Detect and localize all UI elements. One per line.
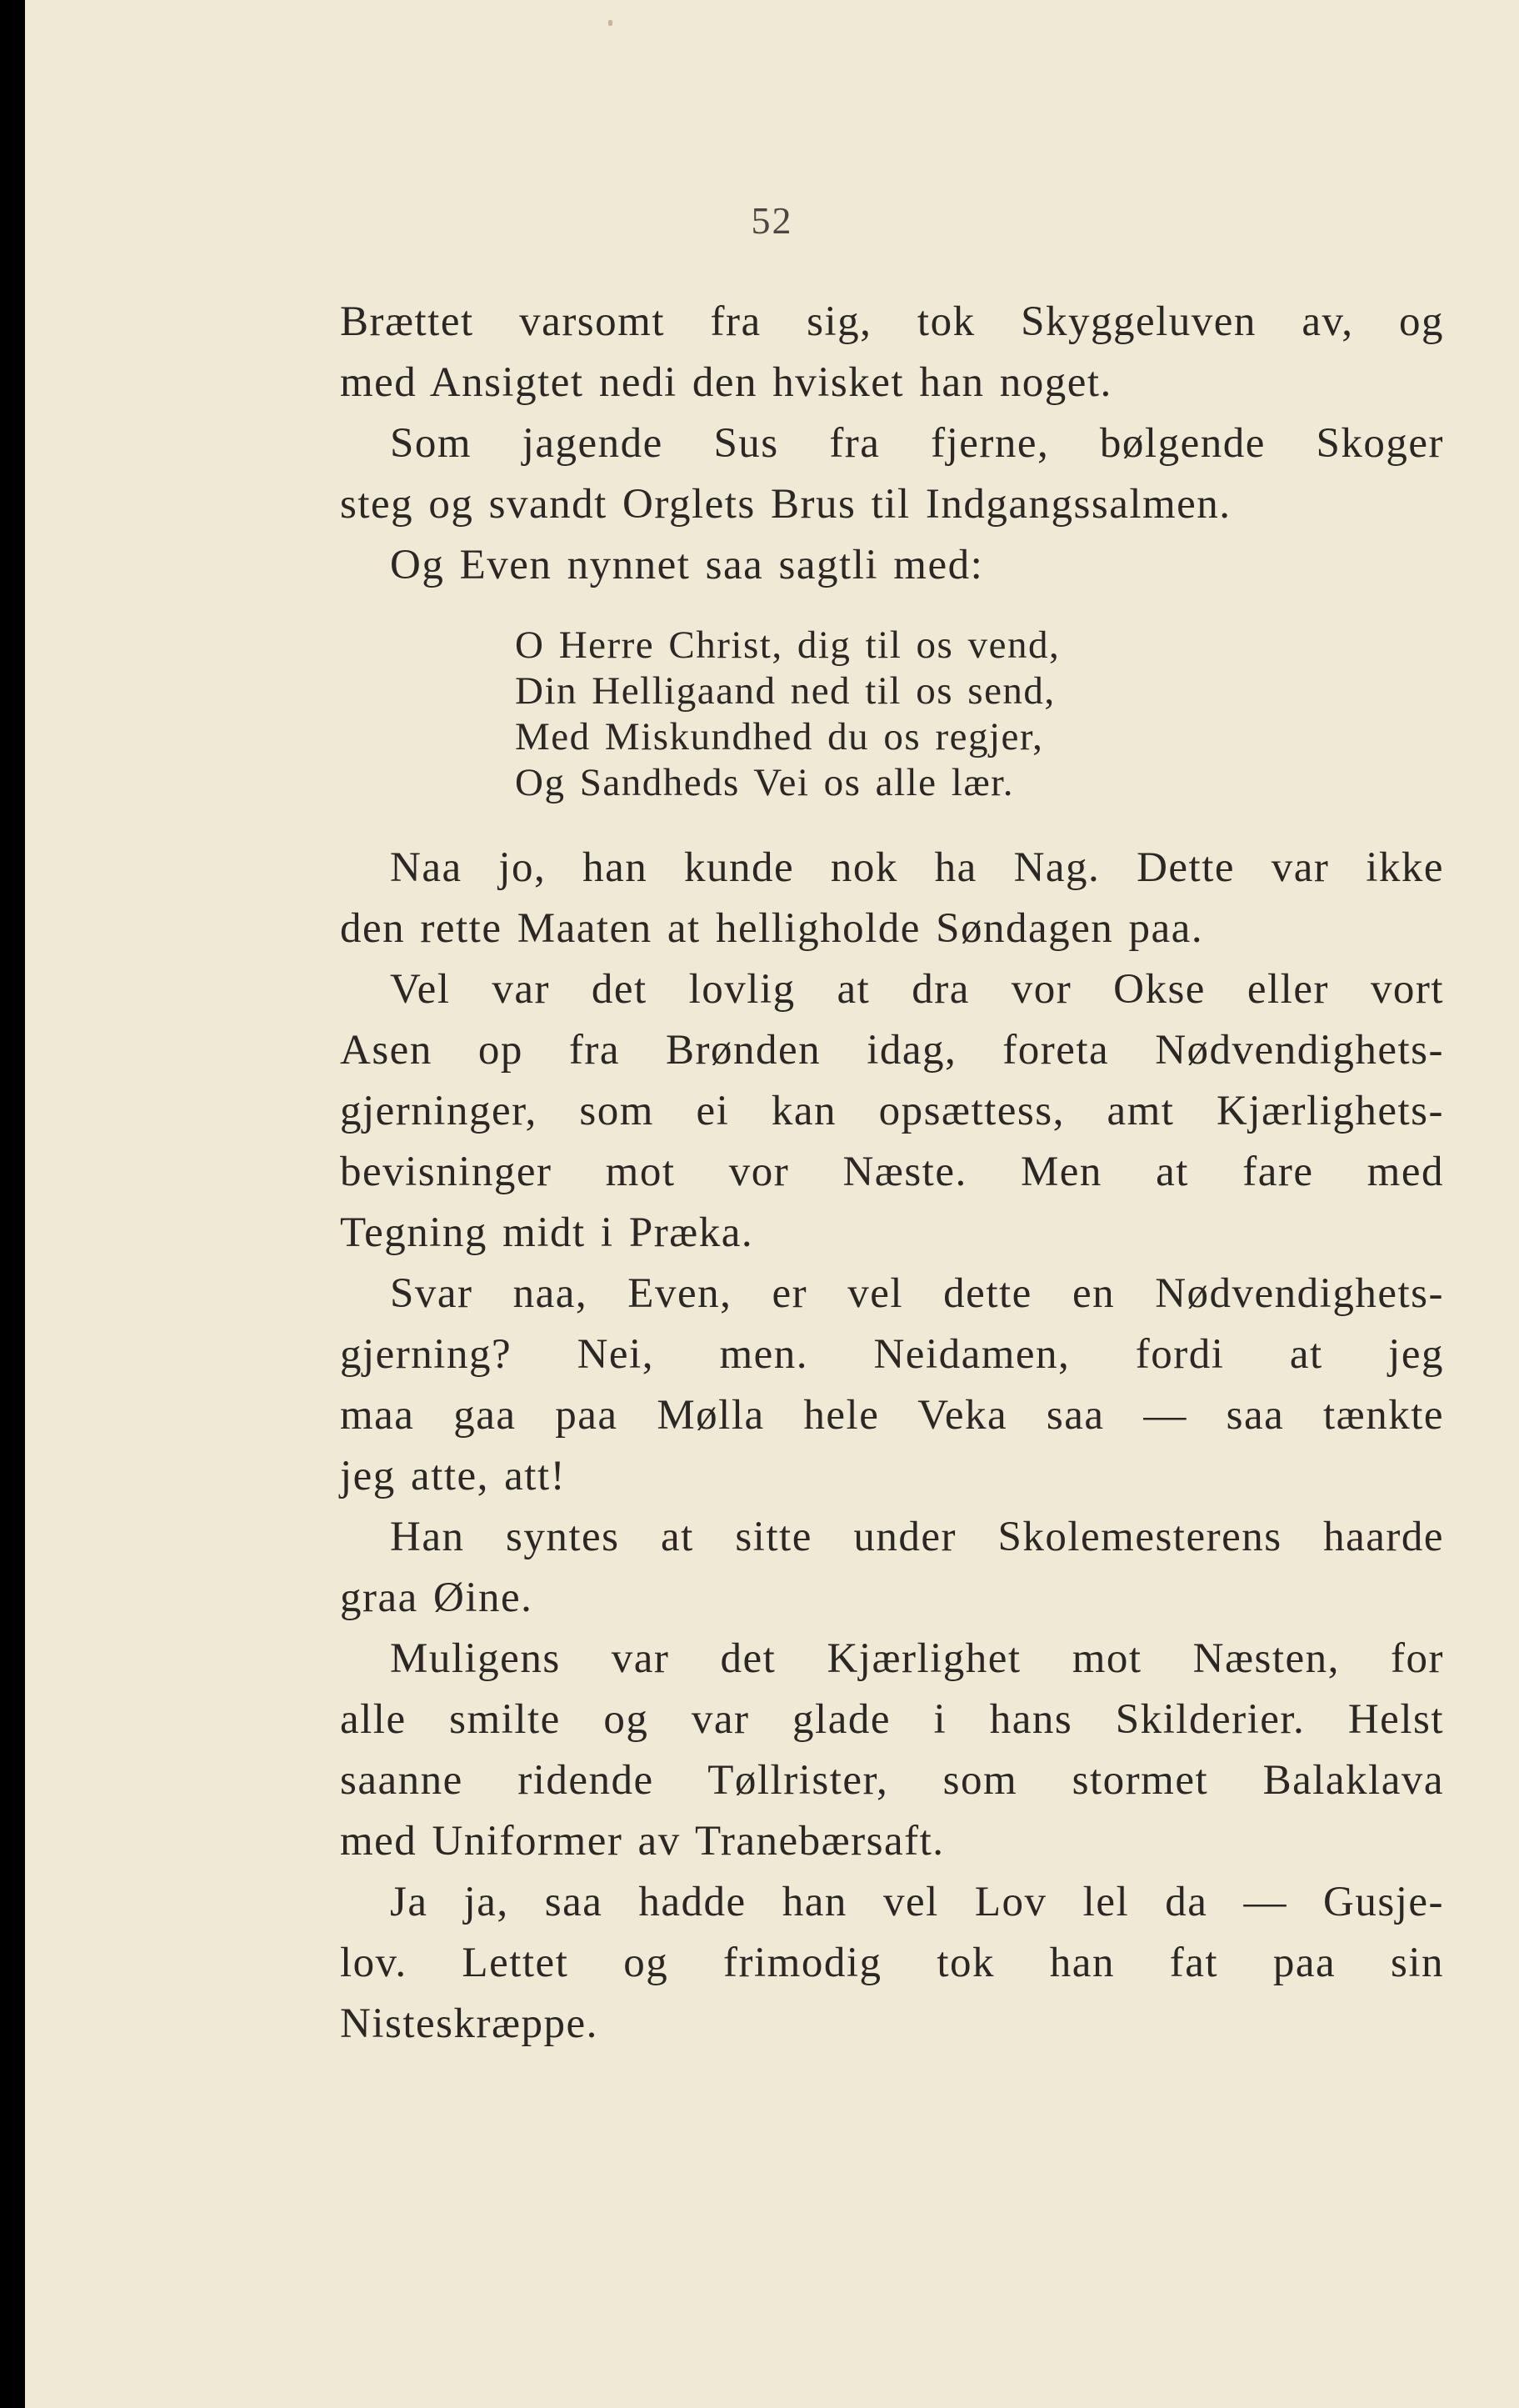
verse-line: Din Helligaand ned til os send, [515, 669, 1056, 713]
prose-block-2 [340, 838, 1444, 2055]
verse-line: O Herre Christ, dig til os vend, [515, 623, 1061, 667]
book-page [25, 0, 1519, 2408]
text-line: maa gaa paa Mølla hele Veka saa — saa tænkte [340, 1392, 1444, 1439]
text-line: med Ansigtet nedi den hvisket han noget. [340, 359, 1112, 406]
text-line: graa Øine. [340, 1574, 533, 1621]
text-line: Ja ja, saa hadde han vel Lov lel da — Gusje- [390, 1879, 1444, 1925]
hymn-verse [340, 623, 1444, 806]
text-line: saanne ridende Tøllrister, som stormet Balaklava [340, 1757, 1444, 1804]
text-line: jeg atte, att! [340, 1453, 567, 1499]
body-text [340, 292, 1444, 2055]
page-number: 52 [751, 199, 793, 242]
verse-line: Og Sandheds Vei os alle lær. [515, 761, 1014, 804]
text-line: bevisninger mot vor Næste. Men at fare med [340, 1149, 1444, 1195]
text-line: Nisteskræppe. [340, 2000, 598, 2047]
text-line: gjerninger, som ei kan opsættess, amt Kjærlighets- [340, 1088, 1444, 1134]
text-line: Tegning midt i Præka. [340, 1209, 754, 1256]
text-line: Han syntes at sitte under Skolemesterens haarde [390, 1514, 1444, 1560]
text-line: med Uniformer av Tranebærsaft. [340, 1818, 945, 1865]
verse-line: Med Miskundhed du os regjer, [515, 715, 1044, 758]
text-line: den rette Maaten at helligholde Søndagen paa. [340, 905, 1204, 952]
text-line: Vel var det lovlig at dra vor Okse eller vort [390, 966, 1444, 1013]
text-line: alle smilte og var glade i hans Skilderier. Helst [340, 1696, 1444, 1743]
text-line: Og Even nynnet saa sagtli med: [390, 542, 984, 588]
text-line: steg og svandt Orglets Brus til Indgangssalmen. [340, 481, 1232, 528]
text-line: Svar naa, Even, er vel dette en Nødvendighets- [390, 1270, 1444, 1317]
text-line: Naa jo, han kunde nok ha Nag. Dette var ikke [390, 844, 1444, 891]
paper-speck [608, 20, 612, 26]
text-line: Asen op fra Brønden idag, foreta Nødvendighets- [340, 1027, 1444, 1074]
text-line: gjerning? Nei, men. Neidamen, fordi at jeg [340, 1331, 1444, 1378]
text-line: Muligens var det Kjærlighet mot Næsten, for [390, 1635, 1444, 1682]
text-line: lov. Lettet og frimodig tok han fat paa sin [340, 1940, 1444, 1986]
prose-block-1 [340, 292, 1444, 596]
text-line: Som jagende Sus fra fjerne, bølgende Skoger [390, 420, 1444, 467]
text-line: Brættet varsomt fra sig, tok Skyggeluven av, og [340, 298, 1444, 345]
